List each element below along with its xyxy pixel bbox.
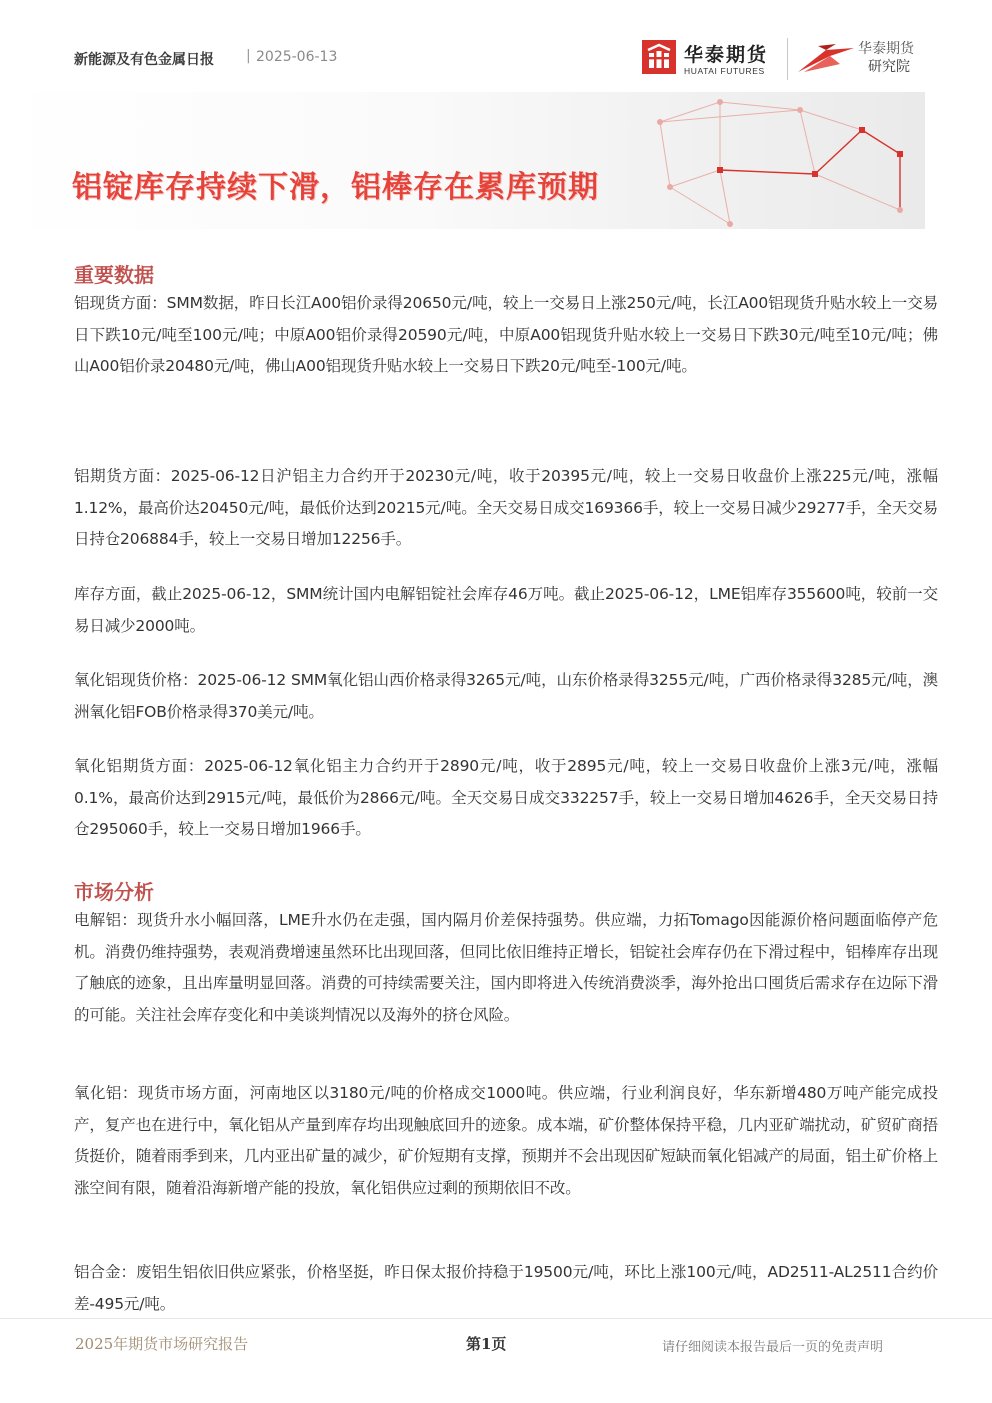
header-separator: |: [246, 48, 251, 64]
section-heading-market-analysis: 市场分析: [74, 880, 154, 904]
institute-name-line1: 华泰期货: [858, 41, 914, 57]
logo-divider: [787, 38, 788, 80]
paragraph-electrolytic-aluminum: 电解铝：现货升水小幅回落，LME升水仍在走强，国内隔月价差保持强势。供应端，力拓Tomago因能源价格问题面临停产危机。消费仍维持强势，表观消费增速虽然环比出现回落，但同比依旧维持正增长，铝锭社会库存仍在下滑过程中，铝棒库存出现了触底的迹象，且出库量明显回落。消费的可持续需要关注，国内即将进入传统消费淡季，海外抢出口囤货后需求存在边际下滑的可能。关注社会库存变化和中美谈判情况以及海外的挤仓风险。: [74, 911, 938, 1024]
huatai-logo: [642, 40, 782, 80]
footer-disclaimer-note: 请仔细阅读本报告最后一页的免责声明: [662, 1340, 884, 1355]
paragraph-alumina-analysis: 氧化铝：现货市场方面，河南地区以3180元/吨的价格成交1000吨。供应端，行业利润良好，华东新增480万吨产能完成投产，复产也在进行中，氧化铝从产量到库存均出现触底回升的迹象。成本端，矿价整体保持平稳，几内亚矿端扰动，矿贸矿商捂货挺价，随着雨季到来，几内亚出矿量的减少，矿价短期有支撑，预期并不会出现因矿短缺而氧化铝减产的局面，铝土矿价格上涨空间有限，随着沿海新增产能的投放，氧化铝供应过剩的预期依旧不改。: [74, 1084, 938, 1197]
footer-report-series: 2025年期货市场研究报告: [75, 1335, 249, 1353]
page-number: 第1页: [466, 1335, 507, 1353]
logo-english-name: HUATAI FUTURES: [684, 66, 765, 76]
footer-divider: [0, 1318, 992, 1319]
huatai-logo-icon: [642, 40, 676, 74]
institute-name-line2: 研究院: [868, 59, 910, 75]
paragraph-alumina-futures: 氧化铝期货方面：2025-06-12氧化铝主力合约开于2890元/吨，收于2895元/吨，较上一交易日收盘价上涨3元/吨，涨幅0.1%，最高价达到2915元/吨，最低价为2866元/吨。全天交易日成交332257手，较上一交易日增加4626手，全天交易日持仓295060手，较上一交易日增加1966手。: [74, 757, 938, 839]
paragraph-aluminum-futures: 铝期货方面：2025-06-12日沪铝主力合约开于20230元/吨，收于20395元/吨，较上一交易日收盘价上涨225元/吨，涨幅1.12%，最高价达20450元/吨，最低价达到20215元/吨。全天交易日成交169366手，较上一交易日减少29277手，全天交易日持仓206884手，较上一交易日增加12256手。: [74, 467, 938, 549]
paragraph-inventory: 库存方面，截止2025-06-12，SMM统计国内电解铝锭社会库存46万吨。截止2025-06-12，LME铝库存355600吨，较前一交易日减少2000吨。: [74, 585, 938, 635]
network-decoration: [600, 92, 925, 229]
section-heading-key-data: 重要数据: [74, 263, 154, 287]
report-name: 新能源及有色金属日报: [74, 52, 214, 68]
paragraph-aluminum-alloy: 铝合金：废铝生铝依旧供应紧张，价格坚挺，昨日保太报价持稳于19500元/吨，环比上涨100元/吨，AD2511-AL2511合约价差-495元/吨。: [74, 1263, 938, 1313]
paragraph-aluminum-spot: 铝现货方面：SMM数据，昨日长江A00铝价录得20650元/吨，较上一交易日上涨250元/吨，长江A00铝现货升贴水较上一交易日下跌10元/吨至100元/吨；中原A00铝价录得20590元/吨，中原A00铝现货升贴水较上一交易日下跌30元/吨至10元/吨；佛山A00铝价录20480元/吨，佛山A00铝现货升贴水较上一交易日下跌20元/吨至-100元/吨。: [74, 294, 938, 376]
page-title: 铝锭库存持续下滑，铝棒存在累库预期: [72, 170, 599, 205]
title-banner: [0, 92, 925, 229]
logo-chinese-name: 华泰期货: [684, 44, 769, 66]
institute-logo-icon: [796, 42, 856, 78]
paragraph-alumina-spot: 氧化铝现货价格：2025-06-12 SMM氧化铝山西价格录得3265元/吨，山东价格录得3255元/吨，广西价格录得3285元/吨，澳洲氧化铝FOB价格录得370美元/吨。: [74, 671, 938, 721]
institute-logo: [796, 38, 926, 82]
report-date: 2025-06-13: [256, 49, 338, 65]
